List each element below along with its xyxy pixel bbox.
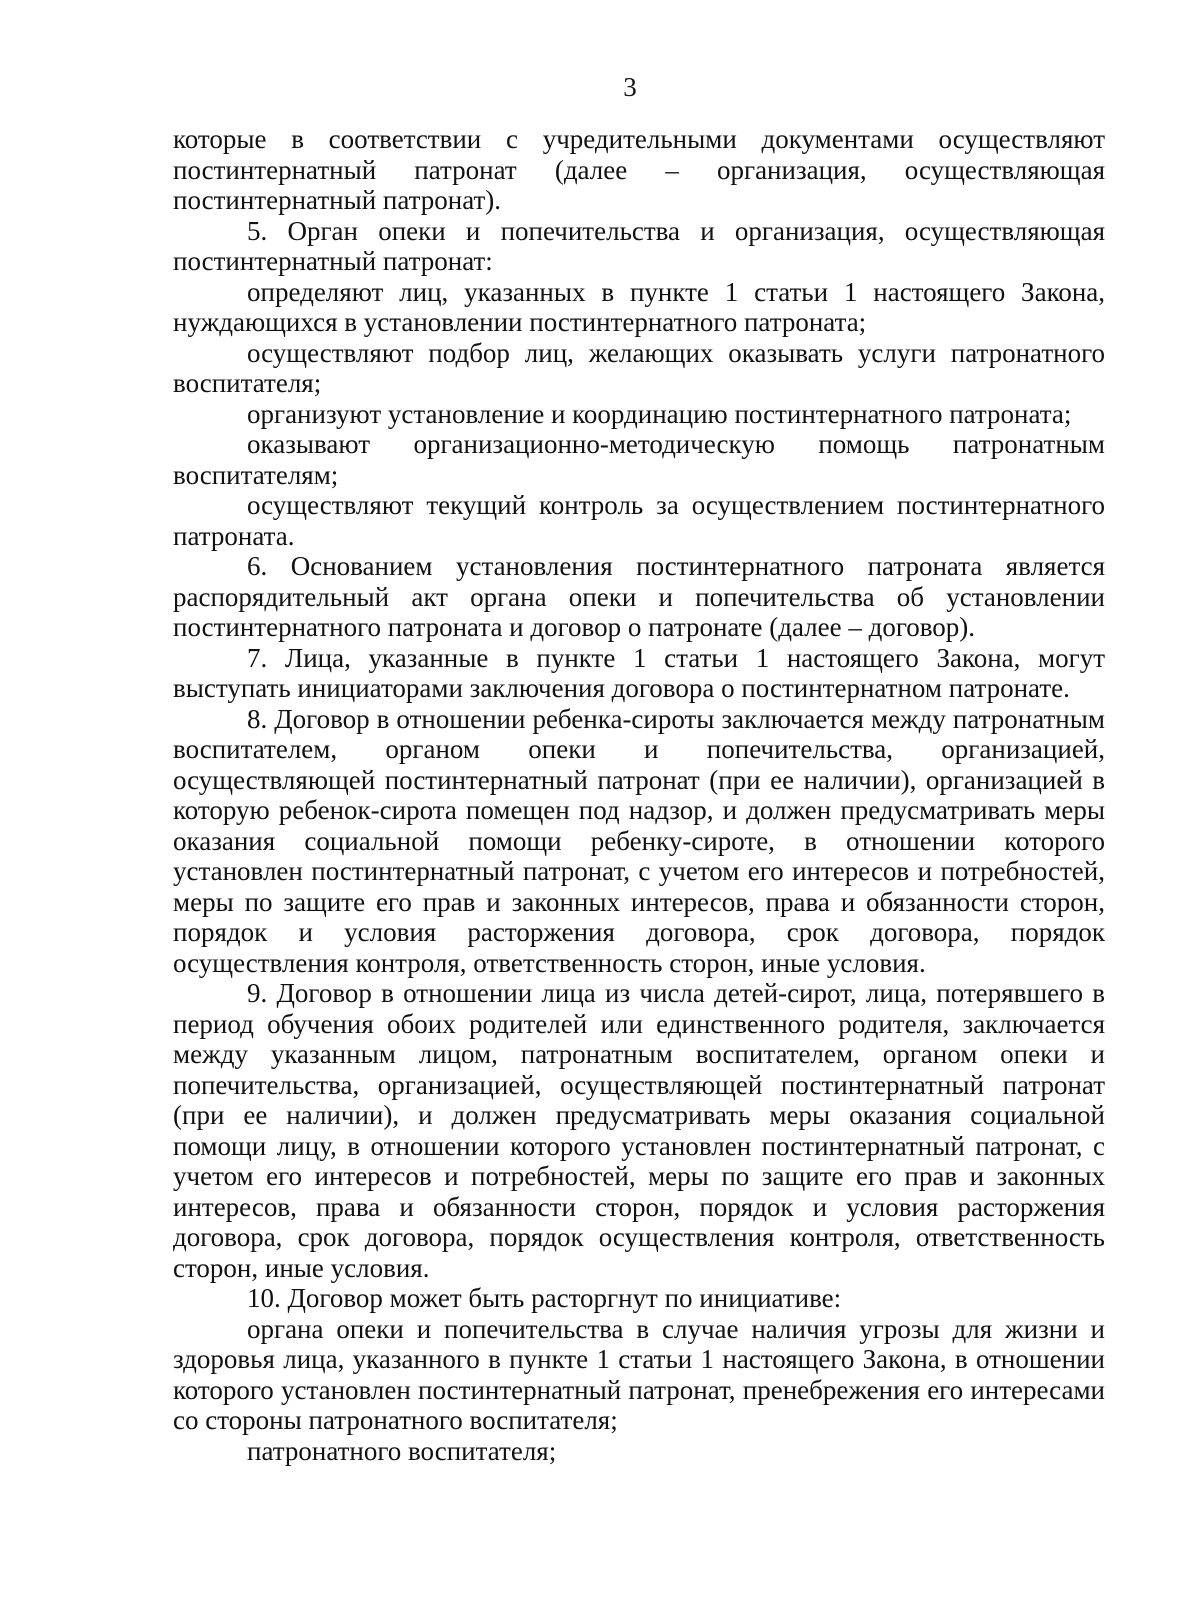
paragraph: которые в соответствии с учредительными документами осуществляют постинтернатный патронат (далее – организация, осуществляющая постинтернатный патронат).: [173, 124, 1105, 215]
paragraph: 7. Лица, указанные в пункте 1 статьи 1 настоящего Закона, могут выступать инициаторами заключения договора о постинтернатном патронате.: [173, 642, 1105, 703]
paragraph: осуществляют подбор лиц, желающих оказывать услуги патронатного воспитателя;: [173, 337, 1105, 398]
paragraph: 8. Договор в отношении ребенка-сироты заключается между патронатным воспитателем, органом опеки и попечительства, организацией, осуществляющей постинтернатный патронат (при ее наличии), организацией в которую ребенок-сирота помещен под надзор, и должен предусматривать меры оказания социальной помощи ребенку-сироте, в отношении которого установлен постинтернатный патронат, с учетом его интересов и потребностей, меры по защите его прав и законных интересов, права и обязанности сторон, порядок и условия расторжения договора, срок договора, порядок осуществления контроля, ответственность сторон, иные условия.: [173, 703, 1105, 978]
paragraph: 5. Орган опеки и попечительства и организация, осуществляющая постинтернатный патронат:: [173, 215, 1105, 276]
paragraph: патронатного воспитателя;: [247, 1435, 557, 1466]
paragraph: определяют лиц, указанных в пункте 1 статьи 1 настоящего Закона, нуждающихся в установлении постинтернатного патроната;: [173, 276, 1105, 337]
document-body: [173, 124, 1105, 1466]
paragraph: организуют установление и координацию постинтернатного патроната;: [247, 398, 1072, 429]
paragraph: 6. Основанием установления постинтернатного патроната является распорядительный акт органа опеки и попечительства об установлении постинтернатного патроната и договор о патронате (далее – договор).: [173, 551, 1105, 642]
paragraph: 9. Договор в отношении лица из числа детей-сирот, лица, потерявшего в период обучения обоих родителей или единственного родителя, заключается между указанным лицом, патронатным воспитателем, органом опеки и попечительства, организацией, осуществляющей постинтернатный патронат (при ее наличии), и должен предусматривать меры оказания социальной помощи лицу, в отношении которого установлен постинтернатный патронат, с учетом его интересов и потребностей, меры по защите его прав и законных интересов, права и обязанности сторон, порядок и условия расторжения договора, срок договора, порядок осуществления контроля, ответственность сторон, иные условия.: [173, 978, 1105, 1283]
paragraph: оказывают организационно-методическую помощь патронатным воспитателям;: [173, 429, 1105, 490]
page-number: 3: [623, 72, 637, 102]
paragraph: органа опеки и попечительства в случае наличия угрозы для жизни и здоровья лица, указанного в пункте 1 статьи 1 настоящего Закона, в отношении которого установлен постинтернатный патронат, пренебрежения его интересами со стороны патронатного воспитателя;: [173, 1313, 1105, 1435]
paragraph: 10. Договор может быть расторгнут по инициативе:: [247, 1283, 842, 1313]
paragraph: осуществляют текущий контроль за осуществлением постинтернатного патроната.: [173, 490, 1105, 551]
